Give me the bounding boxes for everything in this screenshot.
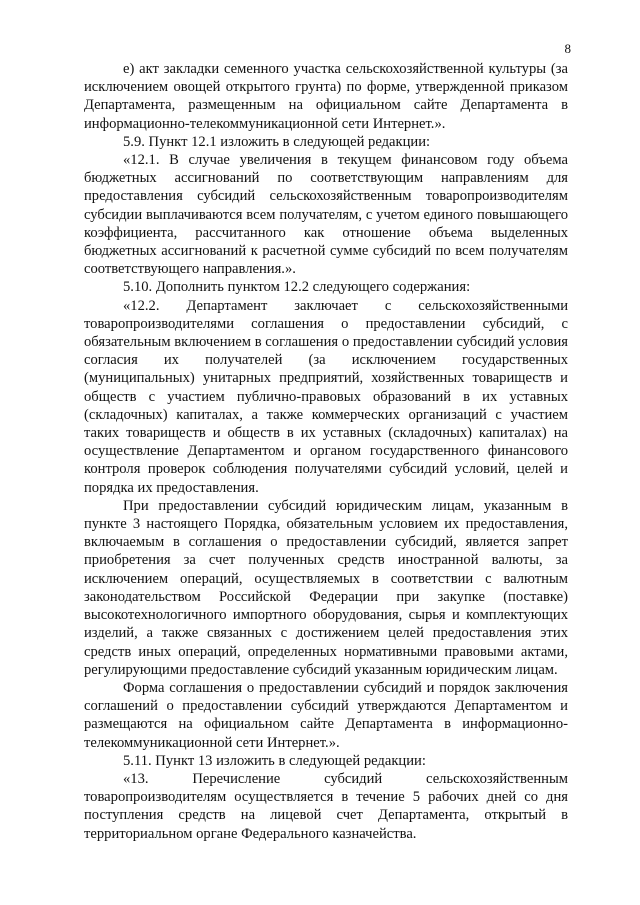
paragraph-point-12-1: «12.1. В случае увеличения в текущем финансовом году объема бюджетных ассигнований по соответствующим направлениям для предоставления субсидий сельскохозяйственным товаропроизводителям субсидии выплачиваются всем получателям, с учетом единого повышающего коэффициента, рассчитанного как отношение объема выделенных бюджетных ассигнований к расчетной сумме субсидий по всем получателям соответствующего направления.».: [84, 152, 568, 278]
document-body: [84, 60, 568, 843]
paragraph-clause-5-10: 5.10. Дополнить пунктом 12.2 следующего содержания:: [123, 279, 471, 296]
paragraph-clause-5-9: 5.9. Пункт 12.1 изложить в следующей редакции:: [123, 133, 431, 150]
paragraph-clause-5-11: 5.11. Пункт 13 изложить в следующей редакции:: [123, 752, 426, 769]
paragraph-point-12-2: «12.2. Департамент заключает с сельскохозяйственными товаропроизводителями соглашения о предоставлении субсидий, с обязательным включением в соглашения о предоставлении субсидий условия согласия их получателей (за исключением государственных (муниципальных) унитарных предприятий, хозяйственных товариществ и обществ с участием публично-правовых образований в их уставных (складочных) капиталах, а также коммерческих организаций с участием таких товариществ и обществ в их уставных (складочных) капиталах) на осуществление Департаментом и органом государственного финансового контроля проверок соблюдения получателями субсидий условий, целей и порядка их предоставления.: [84, 297, 568, 496]
paragraph-point-13: «13. Перечисление субсидий сельскохозяйственным товаропроизводителям осуществляется в течение 5 рабочих дней со дня поступления средств на лицевой счет Департамента, открытый в территориальном органе Федерального казначейства.: [84, 770, 568, 842]
paragraph-agreement-form: Форма соглашения о предоставлении субсидий и порядок заключения соглашений о предоставлении субсидий утверждаются Департаментом и размещаются на официальном сайте Департамента в информационно-телекоммуникационной сети Интернет.».: [84, 679, 568, 751]
paragraph-legal-entities: При предоставлении субсидий юридическим лицам, указанным в пункте 3 настоящего Порядка, обязательным условием их предоставления, включаемым в соглашения о предоставлении субсидий, является запрет приобретения за счет полученных средств иностранной валюты, за исключением операций, осуществляемых в соответствии с валютным законодательством Российской Федерации при закупке (поставке) высокотехнологичного импортного оборудования, сырья и комплектующих изделий, а также связанных с достижением целей предоставления этих средств иных операций, определенных нормативными правовыми актами, регулирующими предоставление субсидий указанным юридическим лицам.: [84, 497, 568, 678]
page-number: 8: [564, 41, 571, 56]
paragraph-item-e-act: е) акт закладки семенного участка сельскохозяйственной культуры (за исключением овощей открытого грунта) по форме, утвержденной приказом Департамента, размещенным на официальном сайте Департамента в информационно-телекоммуникационной сети Интернет.».: [84, 61, 568, 132]
